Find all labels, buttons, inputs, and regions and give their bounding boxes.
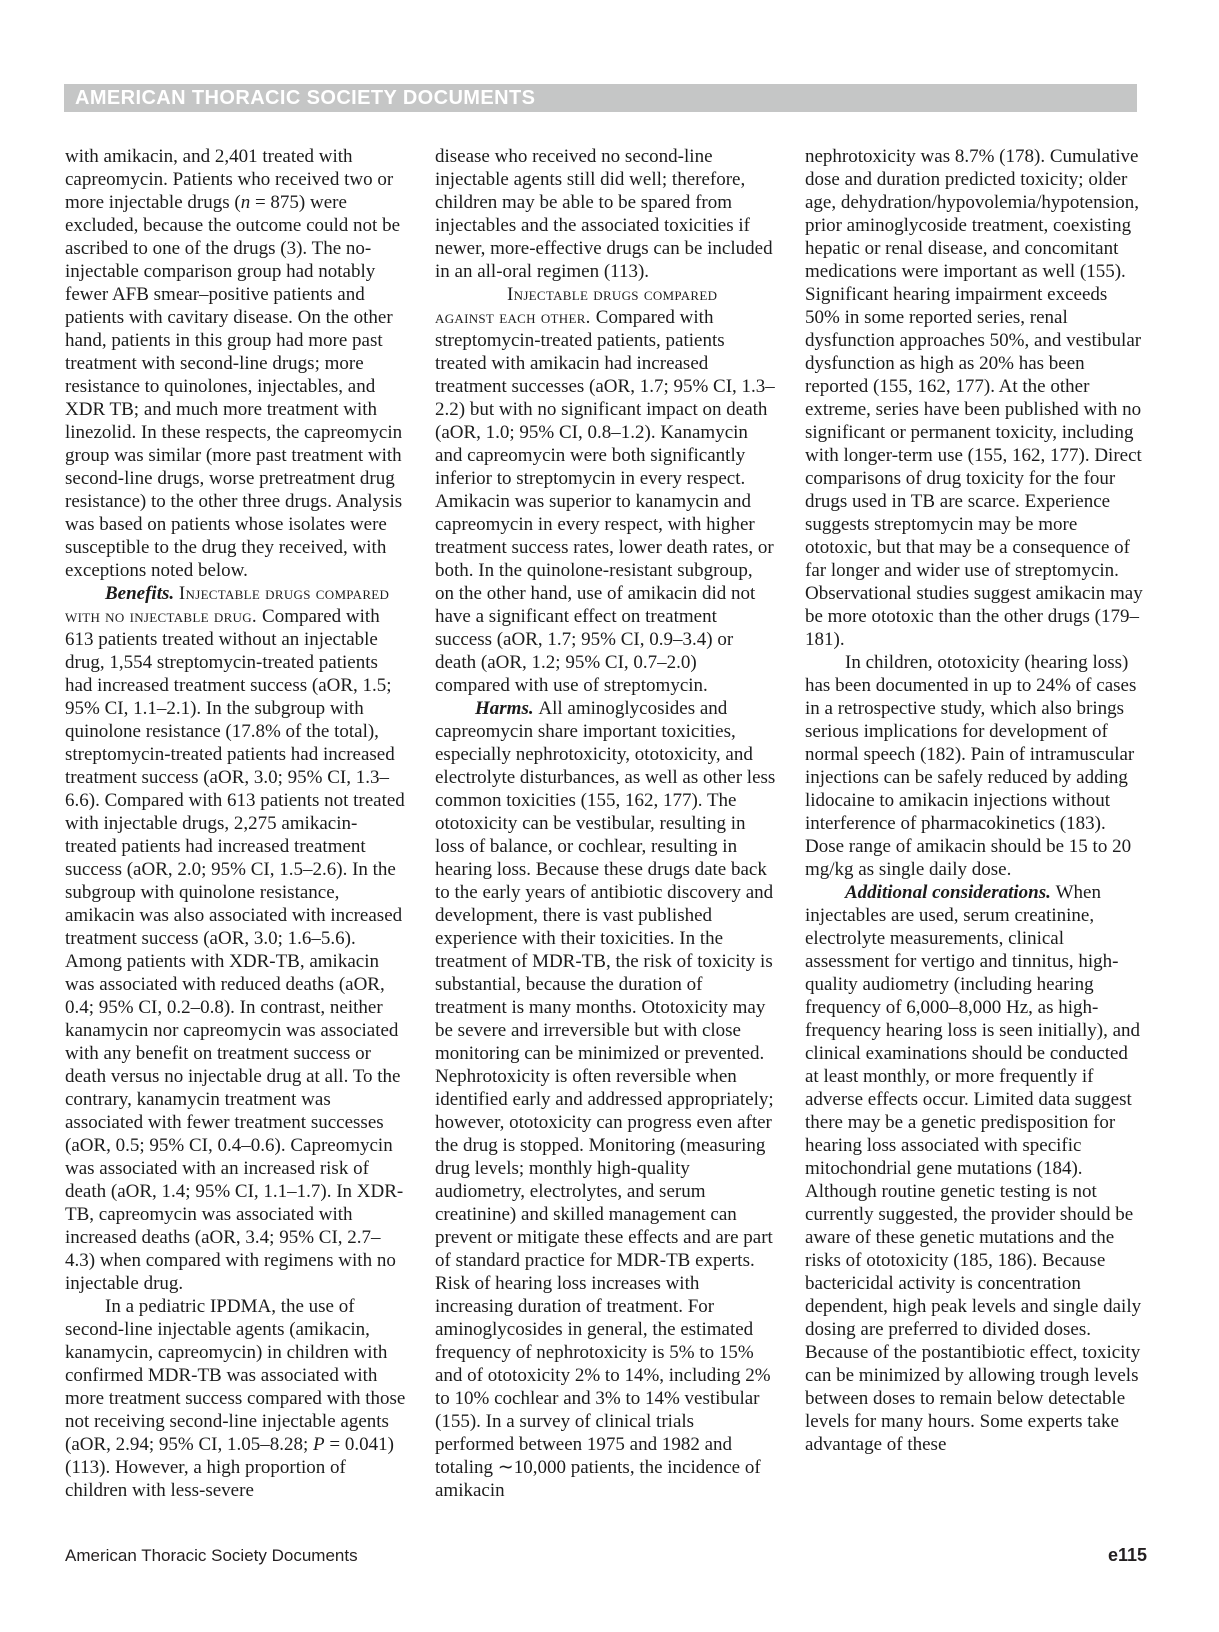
run-in-heading: Additional considerations. — [845, 882, 1056, 903]
footer-journal-name: American Thoracic Society Documents — [65, 1546, 358, 1565]
paragraph — [65, 145, 406, 582]
paragraph — [65, 582, 406, 1295]
italic-text-run: P — [313, 1434, 325, 1455]
text-run: Compared with streptomycin-treated patients, patients treated with amikacin had increased treatment successes (aOR, 1.7; 95% CI, 1.3–2.2) but with no significant impact on death (aOR, 1.0; 95% CI, 0.8–1.2). Kanamycin and capreomycin were both significantly inferior to streptomycin in every respect. Amikacin was superior to kanamycin and capreomycin in every respect, with higher treatment success rates, lower death rates, or both. In the quinolone-resistant subgroup, on the other hand, use of amikacin did not have a significant effect on treatment success (aOR, 1.7; 95% CI, 0.9–3.4) or death (aOR, 1.2; 95% CI, 0.7–2.0) compared with use of streptomycin. — [435, 307, 775, 696]
italic-text-run: n — [240, 192, 251, 213]
footer-page-number: e115 — [1107, 1545, 1147, 1565]
text-run: nephrotoxicity was 8.7% (178). Cumulative dose and duration predicted toxicity; older age, dehydration/hypovolemia/hypotension, prior aminoglycoside treatment, coexisting hepatic or renal disease, and concomitant medications were important as well (155). Significant hearing impairment exceeds 50% in some reported series, renal dysfunction approaches 50%, and vestibular dysfunction as high as 20% has been reported (155, 162, 177). At the other extreme, series have been published with no significant or permanent toxicity, including with longer-term use (155, 162, 177). Direct comparisons of drug toxicity for the four drugs used in TB are scarce. Experience suggests streptomycin may be more ototoxic, but that may be a consequence of far longer and wider use of streptomycin. Observational studies suggest amikacin may be more ototoxic than the other drugs (179–181). — [805, 146, 1143, 650]
paragraph — [435, 283, 776, 697]
text-run: In children, ototoxicity (hearing loss) has been documented in up to 24% of cases in a retrospective study, which also brings serious implications for development of normal speech (182). Pain of intramuscular injections can be safely reduced by adding lidocaine to amikacin injections without interference of pharmacokinetics (183). Dose range of amikacin should be 15 to 20 mg/kg as single daily dose. — [805, 652, 1137, 880]
text-run: disease who received no second-line injectable agents still did well; therefore, children may be able to be spared from injectables and the associated toxicities if newer, more-effective drugs can be included in an all-oral regimen (113). — [435, 146, 773, 282]
header-banner — [64, 84, 1137, 112]
column-1 — [65, 145, 406, 1502]
text-run: with amikacin, and 2,401 treated with capreomycin. Patients who received two or more injectable drugs ( — [65, 146, 394, 213]
paragraph — [805, 145, 1146, 651]
column-3 — [805, 145, 1146, 1502]
text-run: When injectables are used, serum creatinine, electrolyte measurements, clinical assessment for vertigo and tinnitus, high-quality audiometry (including hearing frequency of 6,000–8,000 Hz, as high-frequency hearing loss is seen initially), and clinical examinations should be conducted at least monthly, or more frequently if adverse effects occur. Limited data suggest there may be a genetic predisposition for hearing loss associated with specific mitochondrial gene mutations (184). Although routine genetic testing is not currently suggested, the provider should be aware of these genetic mutations and the risks of ototoxicity (185, 186). Because bactericidal activity is concentration dependent, high peak levels and single daily dosing are preferred to divided doses. Because of the postantibiotic effect, toxicity can be minimized by allowing trough levels between doses to remain below detectable levels for many hours. Some experts take advantage of these — [805, 882, 1142, 1455]
text-run: Compared with 613 patients treated without an injectable drug, 1,554 streptomycin-treated patients had increased treatment success (aOR, 1.5; 95% CI, 1.1–2.1). In the subgroup with quinolone resistance (17.8% of the total), streptomycin-treated patients had increased treatment success (aOR, 3.0; 95% CI, 1.3–6.6). Compared with 613 patients not treated with injectable drugs, 2,275 amikacin-treated patients had increased treatment success (aOR, 2.0; 95% CI, 1.5–2.6). In the subgroup with quinolone resistance, amikacin was also associated with increased treatment success (aOR, 3.0; 1.6–5.6). Among patients with XDR-TB, amikacin was associated with reduced deaths (aOR, 0.4; 95% CI, 0.2–0.8). In contrast, neither kanamycin nor capreomycin was associated with any benefit on treatment success or death versus no injectable drug at all. To the contrary, kanamycin treatment was associated with fewer treatment successes (aOR, 0.5; 95% CI, 0.4–0.6). Capreomycin was associated with an increased risk of death (aOR, 1.4; 95% CI, 1.1–1.7). In XDR-TB, capreomycin was associated with increased deaths (aOR, 3.4; 95% CI, 2.7–4.3) when compared with regimens with no injectable drug. — [65, 606, 405, 1294]
run-in-heading: Harms. — [475, 698, 539, 719]
column-2 — [435, 145, 776, 1502]
text-run: = 875) were excluded, because the outcome could not be ascribed to one of the drugs (3). The no-injectable comparison group had notably fewer AFB smear–positive patients and patients with cavitary disease. On the other hand, patients in this group had more past treatment with second-line drugs; more resistance to quinolones, injectables, and XDR TB; and much more treatment with linezolid. In these respects, the capreomycin group was similar (more past treatment with second-line drugs, worse pretreatment drug resistance) to the other three drugs. Analysis was based on patients whose isolates were susceptible to the drug they received, with exceptions noted below. — [65, 192, 403, 581]
paragraph — [435, 697, 776, 1502]
paragraph — [65, 1295, 406, 1502]
paragraph — [805, 881, 1146, 1456]
text-run: All aminoglycosides and capreomycin share important toxicities, especially nephrotoxicity, ototoxicity, and electrolyte disturbances, as well as other less common toxicities (155, 162, 177). The ototoxicity can be vestibular, resulting in loss of balance, or cochlear, resulting in hearing loss. Because these drugs date back to the early years of antibiotic discovery and development, there is vast published experience with their toxicities. In the treatment of MDR-TB, the risk of toxicity is substantial, because the duration of treatment is many months. Ototoxicity may be severe and irreversible but with close monitoring can be minimized or prevented. Nephrotoxicity is often reversible when identified early and addressed appropriately; however, ototoxicity can progress even after the drug is stopped. Monitoring (measuring drug levels; monthly high-quality audiometry, electrolytes, and serum creatinine) and skilled management can prevent or mitigate these effects and are part of standard practice for MDR-TB experts. Risk of hearing loss increases with increasing duration of treatment. For aminoglycosides in general, the estimated frequency of nephrotoxicity is 5% to 15% and of ototoxicity 2% to 14%, including 2% to 10% cochlear and 3% to 14% vestibular (155). In a survey of clinical trials performed between 1975 and 1982 and totaling ∼10,000 patients, the incidence of amikacin — [435, 698, 776, 1501]
paragraph — [435, 145, 776, 283]
smallcaps-heading: Injectable drugs compared with no injectable drug. — [65, 583, 390, 627]
run-in-heading: Benefits. — [105, 583, 179, 604]
banner-title: AMERICAN THORACIC SOCIETY DOCUMENTS — [75, 87, 536, 109]
footer — [65, 1545, 1147, 1566]
text-run: = 0.041) (113). However, a high proportion of children with less-severe — [65, 1434, 394, 1501]
text-run: In a pediatric IPDMA, the use of second-line injectable agents (amikacin, kanamycin, capreomycin) in children with confirmed MDR-TB was associated with more treatment success compared with those not receiving second-line injectable agents (aOR, 2.94; 95% CI, 1.05–8.28; — [65, 1296, 406, 1455]
paragraph — [805, 651, 1146, 881]
content — [65, 145, 1147, 1502]
smallcaps-heading: Injectable drugs compared against each other. — [435, 284, 718, 328]
